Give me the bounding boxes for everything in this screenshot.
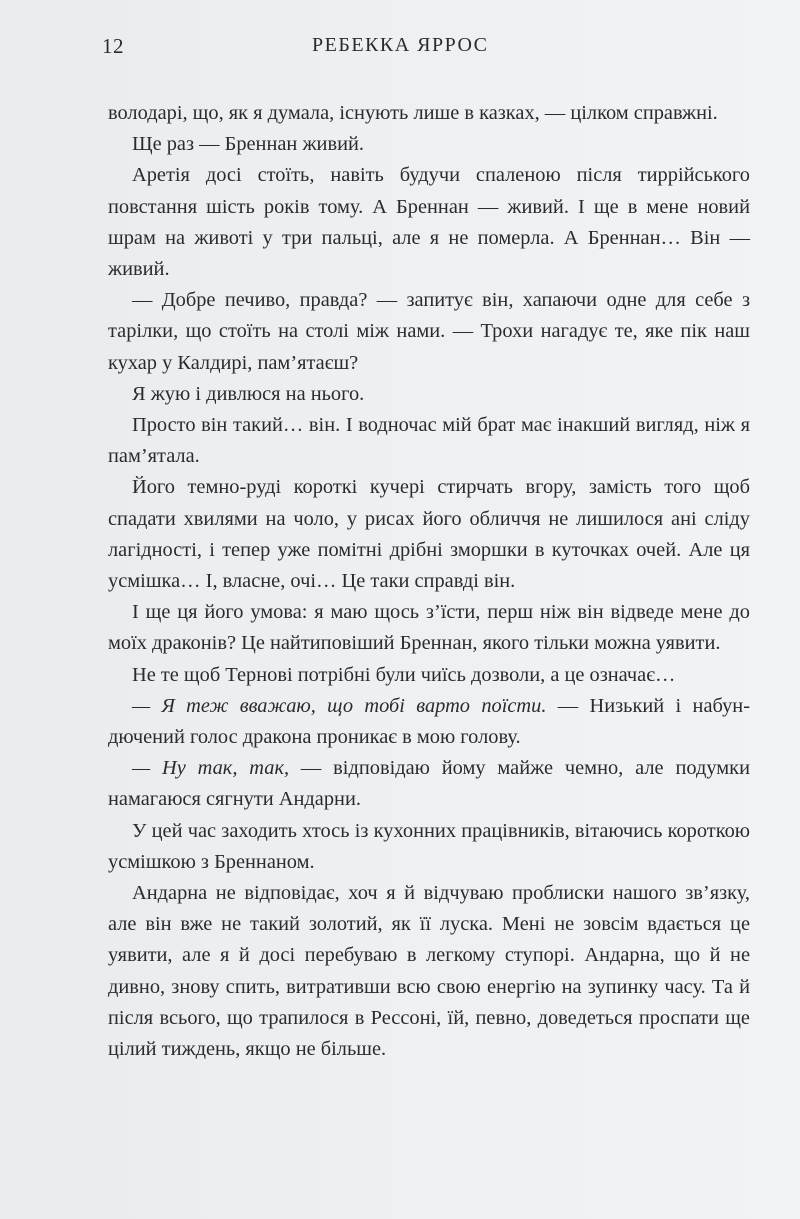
paragraph: Не те щоб Тернові потрібні були чиїсь дозволи, а це означає… bbox=[132, 663, 676, 686]
telepathic-speech: — Ну так, так, bbox=[132, 757, 290, 780]
paragraph: Я жую і дивлюся на нього. bbox=[132, 382, 365, 405]
paragraph: — Добре печиво, правда? — запитує він, хапаючи одне для себе з тарілки, що стоїть на столі між нами. — Трохи нагадує те, яке пік наш кухар у Калдирі, пам’ятаєш? bbox=[108, 289, 750, 374]
paragraph: Ще раз — Бреннан живий. bbox=[132, 133, 364, 156]
paragraph-text: — відповідаю йому майже чемно, але подумки намагаюся сягнути Андарни. bbox=[108, 757, 750, 811]
paragraph: Просто він такий… він. І водночас мій брат має інакший вигляд, ніж я пам’ятала. bbox=[108, 414, 750, 468]
paragraph: Аретія досі стоїть, навіть будучи спаленою після тиррійського повстання шість років тому. А Бреннан — живий. І ще в мене новий шрам на животі у три пальці, але я не померла. А Бреннан… Він — живий. bbox=[108, 164, 750, 281]
paragraph: володарі, що, як я думала, існують лише в казках, — цілком справжні. bbox=[108, 102, 718, 124]
paragraph: І ще ця його умова: я маю щось з’їсти, перш ніж він відведе мене до моїх драконів? Це найтиповіший Бреннан, якого тільки можна уявити. bbox=[108, 601, 750, 655]
paragraph-reply-speech bbox=[108, 753, 750, 815]
running-head-author: РЕБЕККА ЯРРОС bbox=[312, 34, 489, 56]
telepathic-speech: — Я теж вважаю, що тобі варто поїсти. bbox=[132, 694, 547, 717]
paragraph-dragon-speech bbox=[108, 691, 750, 753]
paragraph-text: — Низький і набундючений голос дракона проникає в мою голову. bbox=[108, 694, 750, 749]
paragraph: Андарна не відповідає, хоч я й відчуваю проблиски нашого зв’язку, але він вже не такий золотий, як її луска. Мені не зовсім вдається це уявити, але я й досі перебуваю в легкому ступорі. Андарна, що й не дивно, знову спить, витративши всю свою енергію на зупинку часу. Та й після всього, що трапилося в Рессоні, їй, певно, доведеться проспати ще цілий тиждень, якщо не більше. bbox=[108, 882, 750, 1061]
page-number: 12 bbox=[102, 34, 124, 58]
paragraph: У цей час заходить хтось із кухонних працівників, вітаючись короткою усмішкою з Бреннаном. bbox=[108, 819, 750, 873]
paragraph: Його темно-руді короткі кучері стирчать вгору, замість того щоб спадати хвилями на чоло, у рисах його обличчя не лишилося ані сліду лагідності, і тепер уже помітні дрібні зморшки в куточках очей. Але ця усмішка… І, власне, очі… Це таки справді він. bbox=[108, 476, 750, 593]
body-text bbox=[108, 98, 750, 1065]
